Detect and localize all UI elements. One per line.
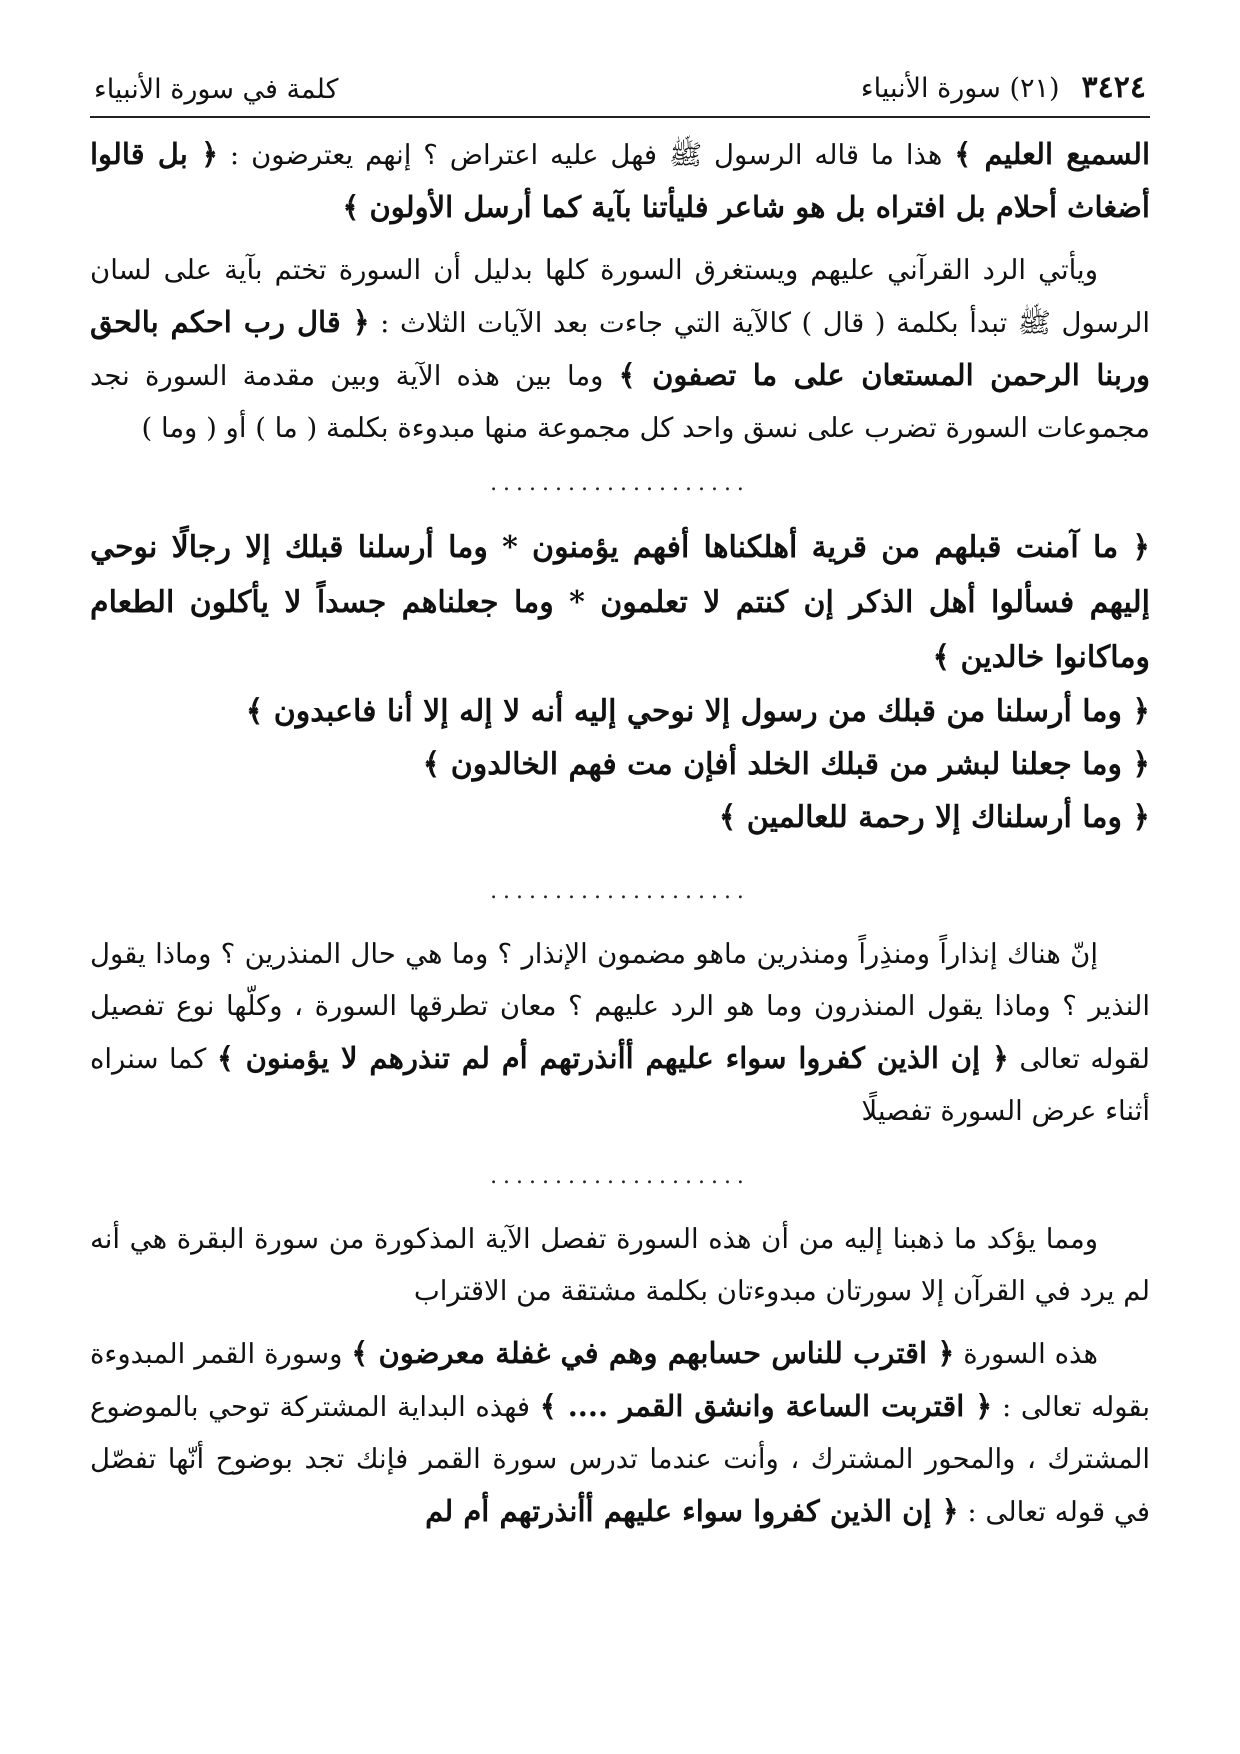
chapter-title: كلمة في سورة الأنبياء <box>94 73 339 105</box>
quoted-verse: ﴿ قال رب احكم بالحق وربنا الرحمن المستعان على ما تصفون ﴾ <box>90 305 1150 392</box>
verses-block: ﴿ ما آمنت قبلهم من قرية أهلكناها أفهم يؤمنون * وما أرسلنا قبلك إلا رجالًا نوحي إليهم فسألوا أهل الذكر إن كنتم لا تعلمون * وما جعلناهم جسداً لا يأكلون الطعام وماكانوا خالدين ﴾ <box>90 530 1150 675</box>
paragraph-4: ومما يؤكد ما ذهبنا إليه من أن هذه السورة تفصل الآية المذكورة من سورة البقرة هي أنه لم يرد في القرآن إلا سورتان مبدوءتان بكلمة مشتقة من الاقتراب <box>90 1223 1150 1307</box>
running-header <box>90 70 1150 118</box>
header-right <box>861 70 1146 106</box>
body-text: ويأتي الرد القرآني عليهم ويستغرق السورة كلها بدليل أن السورة تختم بآية على لسان الرسول ﷺ تبدأ بكلمة ( قال ) كالآية التي جاءت بعد الآيات الثلاث : <box>90 254 1150 339</box>
quoted-verse: ﴿ إن الذين كفروا سواء عليهم أأنذرتهم أم لم تنذرهم لا يؤمنون ﴾ <box>216 1041 1009 1075</box>
section-separator: .................... <box>490 471 750 496</box>
body-text: كما سنراه أثناء عرض السورة تفصيلًا <box>90 1043 1150 1127</box>
paragraph-5 <box>90 1327 1150 1538</box>
paragraph-3 <box>90 928 1150 1137</box>
paragraph-2 <box>90 244 1150 454</box>
paragraph-1 <box>90 128 1150 234</box>
body-text: إنّ هناك إنذاراً ومنذِراً ومنذرين ماهو مضمون الإنذار ؟ وما هي حال المنذرين ؟ وماذا يقول النذير ؟ وماذا يقول المنذرون وما هو الرد عليهم ؟ معان تطرقها السورة ، وكلّها نوع تفصيل لقوله تعالى <box>90 938 1151 1075</box>
verse-line: ﴿ وما أرسلناك إلا رحمة للعالمين ﴾ <box>718 800 1150 835</box>
quoted-verse: ﴿ اقترب للناس حسابهم وهم في غفلة معرضون ﴾ <box>351 1336 955 1370</box>
surah-reference: (٢١) سورة الأنبياء <box>860 73 1060 104</box>
body-text: وسورة القمر المبدوءة بقوله تعالى : <box>90 1338 1150 1423</box>
body-text: هذه السورة <box>954 1338 1098 1370</box>
body-text: فهذه البداية المشتركة توحي بالموضوع المشترك ، والمحور المشترك ، وأنت عندما تدرس سورة القمر فإنك تجد بوضوح أنّها تفصّل في قوله تعالى : <box>90 1391 1150 1528</box>
body-text: وما بين هذه الآية وبين مقدمة السورة نجد مجموعات السورة تضرب على نسق واحد كل مجموعة منها مبدوءة بكلمة ( ما ) أو ( وما ) <box>90 360 1150 444</box>
section-separator: .................... <box>490 1164 750 1189</box>
section-separator: .................... <box>490 879 750 904</box>
page-number: ٣٤٢٤ <box>1081 70 1146 105</box>
quoted-verse: ﴿ بل قالوا أضغاث أحلام بل افتراه بل هو شاعر فليأتنا بآية كما أرسل الأولون ﴾ <box>90 137 1150 224</box>
verse-line: ﴿ وما جعلنا لبشر من قبلك الخلد أفإن مت فهم الخالدون ﴾ <box>422 747 1150 782</box>
quoted-verse: ﴿ إن الذين كفروا سواء عليهم أأنذرتهم أم لم <box>425 1494 959 1528</box>
body-text: هذا ما قاله الرسول ﷺ فهل عليه اعتراض ؟ إنهم يعترضون : <box>218 139 955 171</box>
verse-fragment: السميع العليم ﴾ <box>954 137 1150 171</box>
quoted-verse: ﴿ اقتربت الساعة وانشق القمر .... ﴾ <box>539 1389 993 1423</box>
book-page <box>90 70 1150 1734</box>
verse-line: ﴿ وما أرسلنا من قبلك من رسول إلا نوحي إليه أنه لا إله إلا أنا فاعبدون ﴾ <box>245 694 1150 729</box>
